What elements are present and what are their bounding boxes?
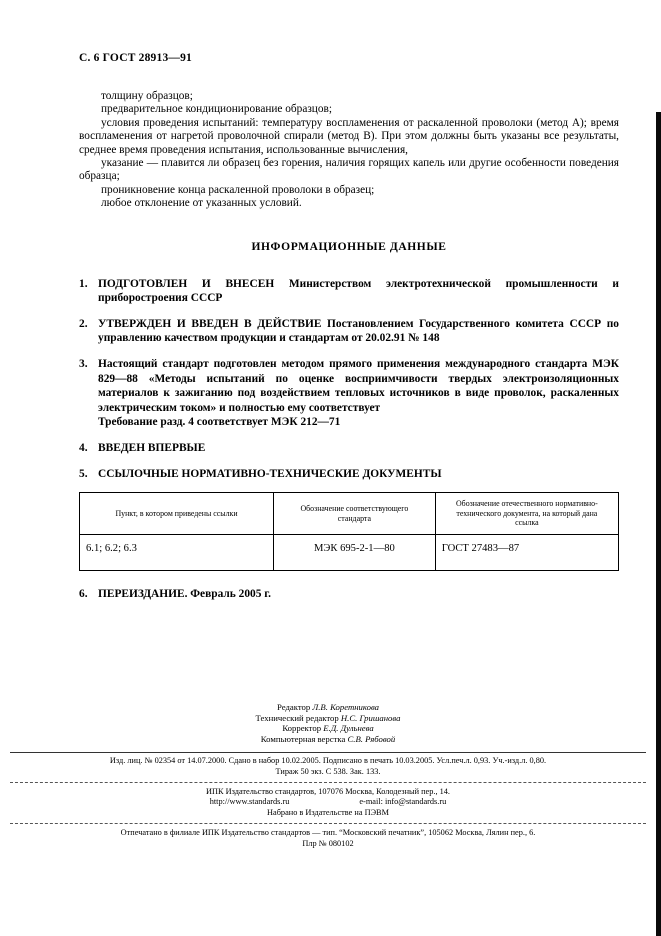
credit-name: Е.Д. Дульнева [323, 723, 374, 734]
publisher-url: http://www.standards.ru [209, 797, 290, 807]
intro-block [79, 90, 619, 211]
plr-line: Плр № 080102 [302, 838, 354, 848]
imprint-block [10, 756, 646, 777]
publisher-address: ИПК Издательство стандартов, 107076 Москва, Колодезный пер., 14. [206, 786, 450, 796]
item-text: Настоящий стандарт подготовлен методом прямого применения международного стандарта МЭК 829—88 «Методы испытаний по оценке восприимчивости твердых электроизоляционных материалов к зажиганию под воздействием тепловых источников в виде проволок, раскаленных электрическим током» и полностью ему соответствует [98, 358, 619, 414]
divider-solid [10, 752, 646, 753]
item-number: 3. [79, 358, 88, 371]
credit-line [10, 723, 646, 734]
item-text: ПЕРЕИЗДАНИЕ. Февраль 2005 г. [98, 587, 272, 600]
info-item-1 [79, 277, 619, 306]
credit-name: Л.В. Коретникова [312, 702, 380, 712]
imprint-line: Изд. лиц. № 02354 от 14.07.2000. Сдано в набор 10.02.2005. Подписано в печать 10.03.2005. Усл.печ.л. 0,93. Уч.-изд.л. 0,80. [109, 756, 547, 766]
publisher-email: e-mail: info@standards.ru [359, 797, 447, 807]
table-cell: 6.1; 6.2; 6.3 [80, 534, 274, 570]
info-item-5 [79, 467, 619, 482]
item-text: УТВЕРЖДЕН И ВВЕДЕН В ДЕЙСТВИЕ Постановлением Государственного комитета СССР по управлению качеством продукции и стандартам от 20.02.91 № 148 [98, 317, 619, 345]
table-header-cell: Обозначение отечественного нормативно-технического документа, на который дана ссылка [435, 493, 618, 535]
publisher-block [10, 787, 646, 818]
item-number: 6. [79, 587, 88, 600]
item-text-secondary: Требование разд. 4 соответствует МЭК 212—71 [98, 416, 341, 429]
table-header-cell: Пункт, в котором приведены ссылки [80, 493, 274, 535]
printed-line: Отпечатано в филиале ИПК Издательство стандартов — тип. “Московский печатник”, 105062 Москва, Лялин пер., 6. [120, 828, 536, 838]
page-header: С. 6 ГОСТ 28913—91 [79, 52, 192, 64]
table-row [80, 534, 619, 570]
item-text: ПОДГОТОВЛЕН И ВНЕСЕН Министерством электротехнической промышленности и приборостроения СССР [98, 277, 619, 305]
credit-line [10, 702, 646, 713]
divider-dashed [10, 823, 646, 824]
info-item-4 [79, 441, 619, 456]
table-header-cell: Обозначение соответствующего стандарта [274, 493, 436, 535]
credit-role: Технический редактор [255, 712, 339, 723]
publisher-typeset-note: Набрано в Издательстве на ПЭВМ [267, 807, 389, 817]
info-item-6 [79, 587, 619, 602]
printed-block [10, 828, 646, 849]
credit-line [10, 713, 646, 724]
credit-name: Н.С. Гришанова [340, 712, 401, 723]
table-header-row [80, 493, 619, 535]
item-number: 1. [79, 277, 88, 290]
credit-role: Корректор [282, 723, 322, 734]
item-number: 4. [79, 442, 88, 454]
table-cell: МЭК 695-2-1—80 [274, 534, 436, 570]
credits-block [10, 702, 646, 744]
credit-name: С.В. Рябовой [347, 733, 396, 744]
intro-paragraph: предварительное кондиционирование образцов; [101, 103, 332, 116]
info-item-3 [79, 357, 619, 430]
item-text: ВВЕДЕН ВПЕРВЫЕ [98, 442, 206, 454]
item-body [98, 357, 619, 430]
divider-dashed [10, 782, 646, 783]
intro-paragraph: указание — плавится ли образец без горения, наличия горящих капель или другие особенности поведения образца; [79, 157, 619, 183]
intro-paragraph: условия проведения испытаний: температуру воспламенения от раскаленной проволоки (метод А); время воспламенения от нагретой проволочной спирали (метод В). При этом должны быть указаны все результаты, среднее время проведения испытания, использованные вычисления, [79, 116, 619, 156]
page-footer [10, 702, 646, 849]
scan-edge-artifact [656, 112, 661, 936]
credit-role: Компьютерная верстка [260, 733, 346, 744]
credit-role: Редактор [276, 702, 311, 712]
section-title: ИНФОРМАЦИОННЫЕ ДАННЫЕ [251, 240, 447, 253]
info-item-2 [79, 317, 619, 346]
intro-paragraph: толщину образцов; [101, 90, 193, 102]
publisher-contacts [10, 797, 646, 807]
table-cell: ГОСТ 27483—87 [435, 534, 618, 570]
credit-line [10, 734, 646, 745]
item-number: 5. [79, 467, 88, 480]
intro-paragraph: проникновение конца раскаленной проволоки в образец; [101, 183, 375, 196]
imprint-line: Тираж 50 экз. С 538. Зак. 133. [275, 766, 381, 776]
references-table [79, 492, 619, 571]
intro-paragraph: любое отклонение от указанных условий. [101, 197, 302, 210]
item-number: 2. [79, 317, 88, 330]
item-text: ССЫЛОЧНЫЕ НОРМАТИВНО-ТЕХНИЧЕСКИЕ ДОКУМЕНТЫ [98, 467, 442, 480]
